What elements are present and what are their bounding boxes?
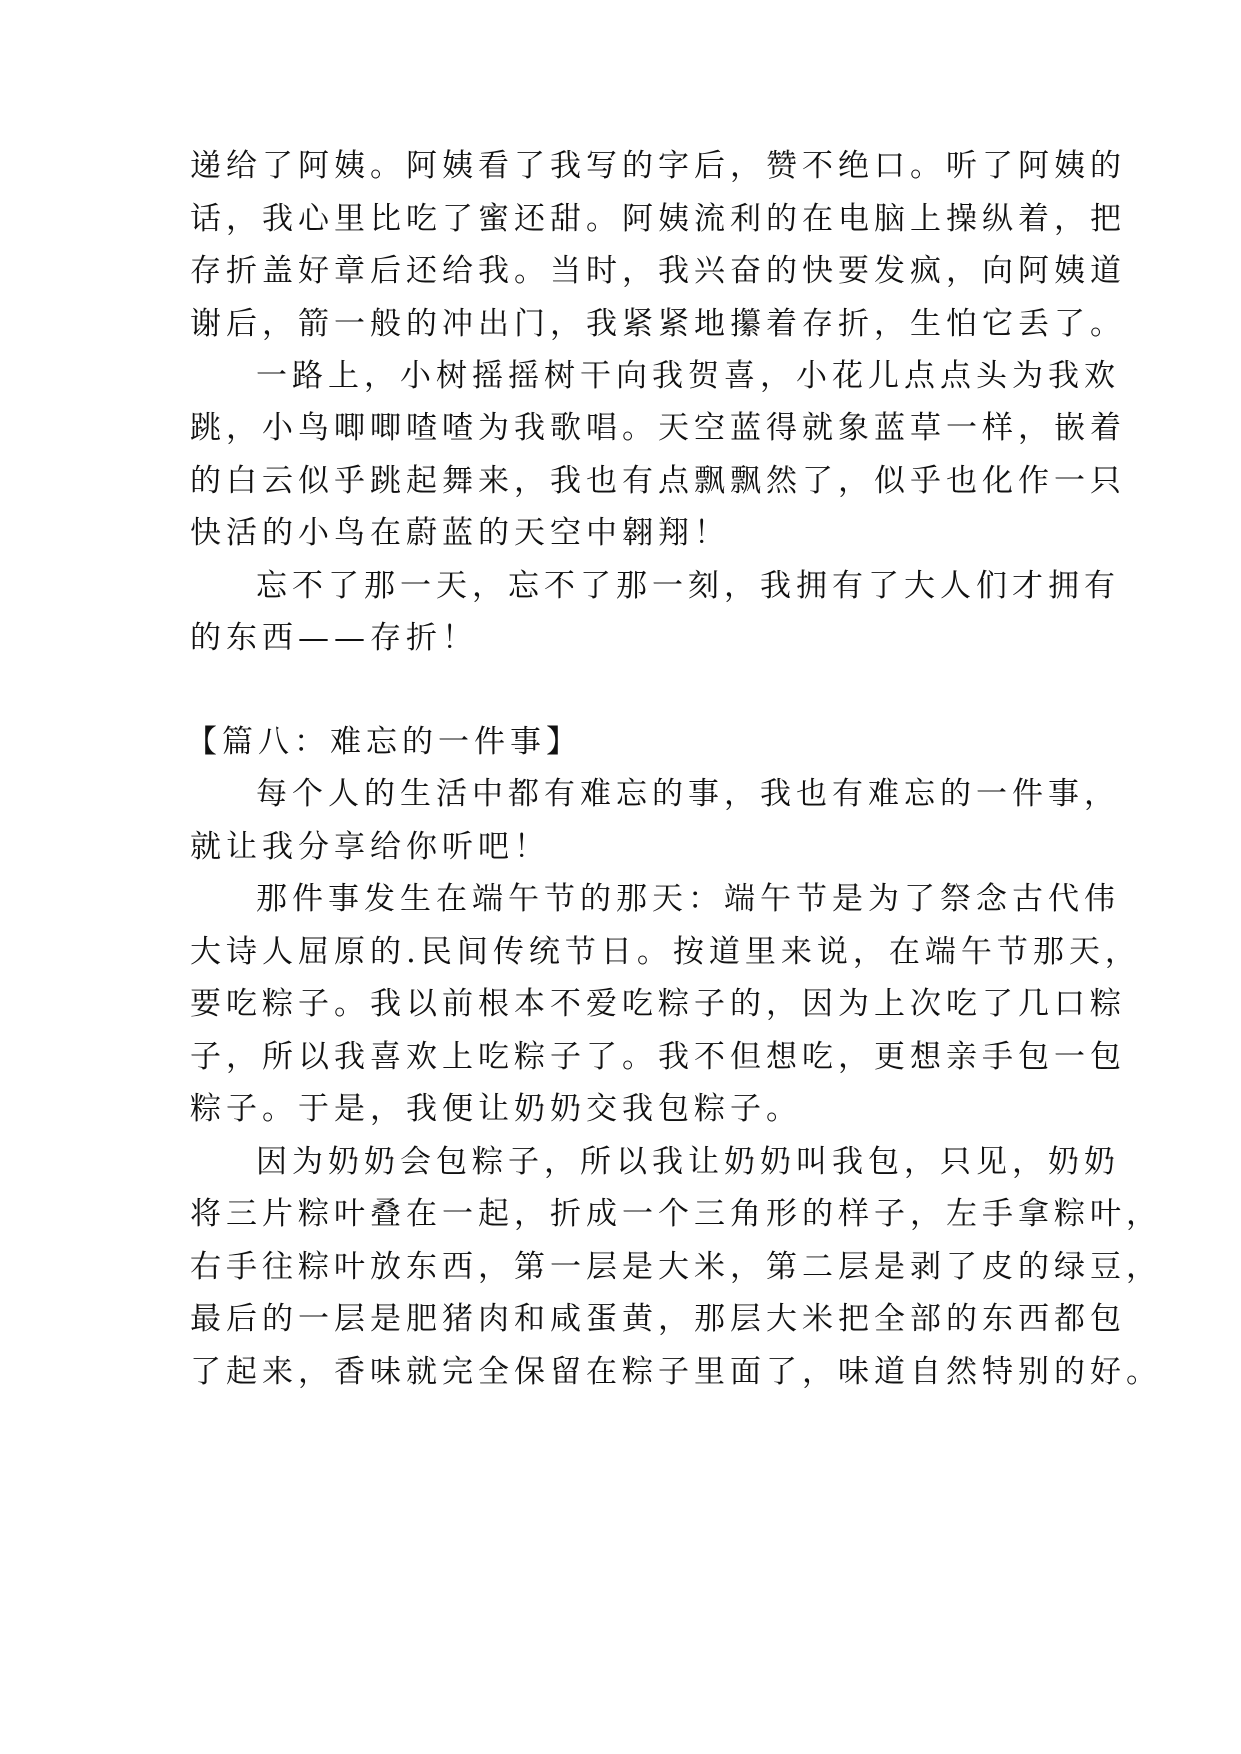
section-title: 【篇八：难忘的一件事】 <box>186 724 582 760</box>
text-line: 忘不了那一天，忘不了那一刻，我拥有了大人们才拥有 <box>256 568 1120 604</box>
text-line: 每个人的生活中都有难忘的事，我也有难忘的一件事， <box>256 776 1120 812</box>
text-line: 要吃粽子。我以前根本不爱吃粽子的，因为上次吃了几口粽 <box>190 986 1126 1022</box>
text-line: 的东西——存折！ <box>190 620 478 656</box>
text-line: 将三片粽叶叠在一起，折成一个三角形的样子，左手拿粽叶， <box>190 1196 1162 1232</box>
text-line: 话，我心里比吃了蜜还甜。阿姨流利的在电脑上操纵着，把 <box>190 201 1126 237</box>
text-line: 跳，小鸟唧唧喳喳为我歌唱。天空蓝得就象蓝草一样，嵌着 <box>190 410 1126 446</box>
text-line: 大诗人屈原的.民间传统节日。按道里来说，在端午节那天， <box>190 934 1141 970</box>
text-line: 右手往粽叶放东西，第一层是大米，第二层是剥了皮的绿豆， <box>190 1249 1162 1285</box>
text-line: 粽子。于是，我便让奶奶交我包粽子。 <box>190 1091 802 1127</box>
text-line: 最后的一层是肥猪肉和咸蛋黄，那层大米把全部的东西都包 <box>190 1301 1126 1337</box>
text-line: 快活的小鸟在蔚蓝的天空中翱翔！ <box>190 515 730 551</box>
text-line: 存折盖好章后还给我。当时，我兴奋的快要发疯，向阿姨道 <box>190 253 1126 289</box>
text-line: 递给了阿姨。阿姨看了我写的字后，赞不绝口。听了阿姨的 <box>190 148 1126 184</box>
text-line: 因为奶奶会包粽子，所以我让奶奶叫我包，只见，奶奶 <box>256 1144 1120 1180</box>
text-line: 就让我分享给你听吧！ <box>190 829 550 865</box>
text-line: 的白云似乎跳起舞来，我也有点飘飘然了，似乎也化作一只 <box>190 463 1126 499</box>
text-line: 子，所以我喜欢上吃粽子了。我不但想吃，更想亲手包一包 <box>190 1039 1126 1075</box>
text-line: 了起来，香味就完全保留在粽子里面了，味道自然特别的好。 <box>190 1354 1162 1390</box>
text-line: 谢后，箭一般的冲出门，我紧紧地攥着存折，生怕它丢了。 <box>190 306 1126 342</box>
text-line: 一路上，小树摇摇树干向我贺喜，小花儿点点头为我欢 <box>256 358 1120 394</box>
text-line: 那件事发生在端午节的那天：端午节是为了祭念古代伟 <box>256 881 1120 917</box>
